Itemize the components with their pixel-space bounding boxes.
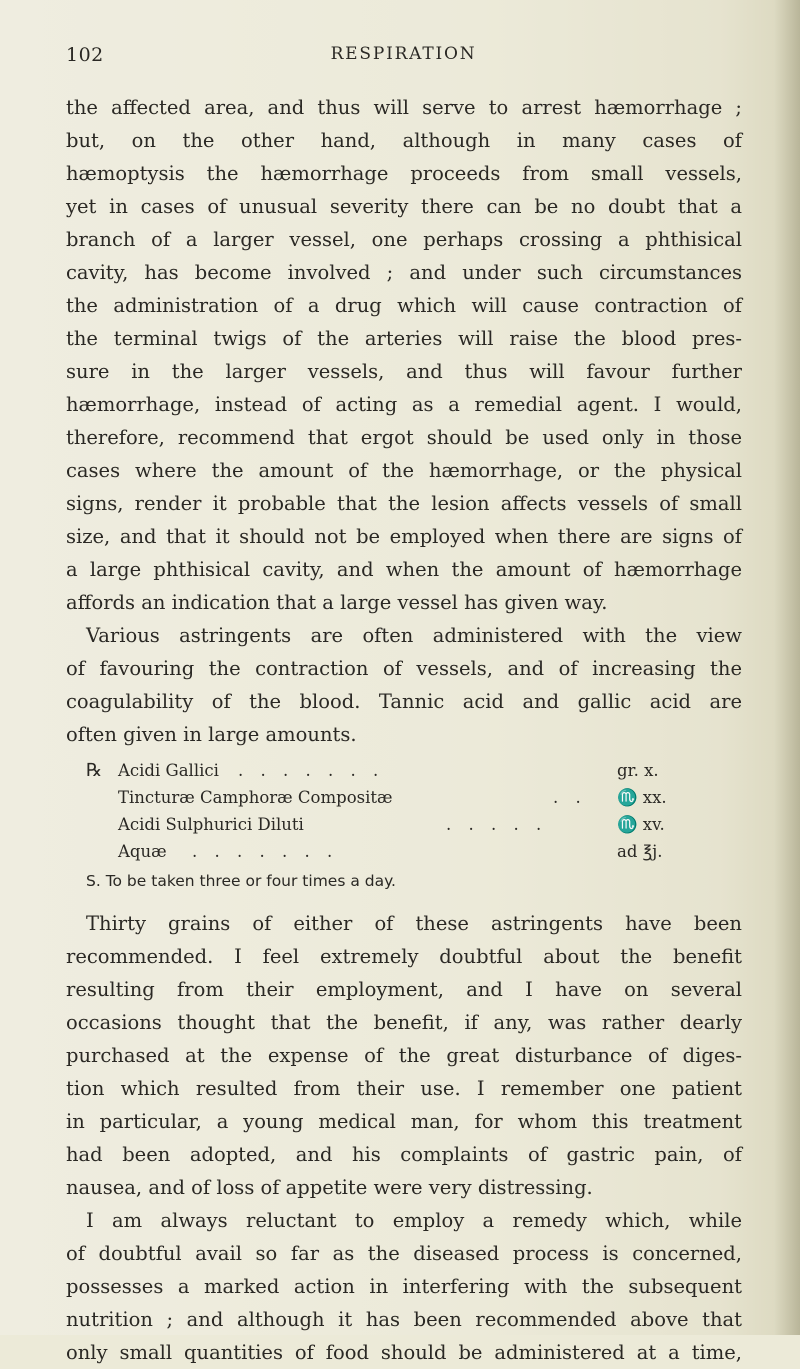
text-line: purchased at the expense of the great disturbance of diges- — [66, 1044, 742, 1067]
ingredient-quantity: gr. x. — [617, 761, 659, 780]
text-line: of favouring the contraction of vessels, and of increasing the — [66, 657, 742, 680]
text-line: cavity, has become involved ; and under such circumstances — [66, 261, 742, 284]
body-text — [66, 91, 742, 1369]
text-line: but, on the other hand, although in many cases of — [66, 129, 742, 152]
paragraph-4 — [66, 1204, 742, 1369]
text-line: coagulability of the blood. Tannic acid and gallic acid are — [66, 690, 742, 713]
text-line: occasions thought that the benefit, if any, was rather dearly — [66, 1011, 742, 1034]
text-line: affords an indication that a large vessel has given way. — [66, 591, 608, 614]
text-line: the administration of a drug which will cause contraction of — [66, 294, 742, 317]
page-edge-shadow — [774, 0, 800, 1335]
paragraph-2 — [66, 619, 742, 751]
text-line: size, and that it should not be employed when there are signs of — [66, 525, 742, 548]
text-line: possesses a marked action in interfering with the subsequent — [66, 1275, 742, 1298]
prescription-item — [66, 784, 742, 811]
text-line: hæmorrhage, instead of acting as a remedial agent. I would, — [66, 393, 742, 416]
text-line: recommended. I feel extremely doubtful about the benefit — [66, 945, 742, 968]
text-line: often given in large amounts. — [66, 723, 357, 746]
text-line: in particular, a young medical man, for whom this treatment — [66, 1110, 742, 1133]
prescription-item — [66, 811, 742, 838]
ingredient-quantity: ♏ xx. — [617, 788, 667, 807]
ingredient-quantity: ad ℥j. — [617, 842, 663, 861]
page-number: 102 — [66, 44, 104, 66]
ingredient-quantity: ♏ xv. — [617, 815, 665, 834]
leader-dots: . . . . . . . — [238, 761, 385, 780]
text-line: therefore, recommend that ergot should be used only in those — [66, 426, 742, 449]
paragraph-3 — [66, 907, 742, 1204]
prescription — [66, 755, 742, 905]
text-line: I am always reluctant to employ a remedy which, while — [86, 1209, 742, 1232]
ingredient-name: Acidi Gallici — [118, 761, 219, 780]
text-line: resulting from their employment, and I have on several — [66, 978, 742, 1001]
prescription-item — [66, 838, 742, 865]
text-line: only small quantities of food should be administered at a time, — [66, 1341, 742, 1364]
ingredient-name: Tincturæ Camphoræ Compositæ — [118, 788, 393, 807]
text-line: signs, render it probable that the lesion affects vessels of small — [66, 492, 742, 515]
text-line: Various astringents are often administered with the view — [86, 624, 742, 647]
ingredient-name: Aquæ — [118, 842, 167, 861]
text-line: nausea, and of loss of appetite were very distressing. — [66, 1176, 593, 1199]
prescription-item — [66, 757, 742, 784]
prescription-signature: S. To be taken three or four times a day. — [86, 872, 396, 890]
ingredient-name: Acidi Sulphurici Diluti — [118, 815, 304, 834]
text-line: Thirty grains of either of these astringents have been — [86, 912, 742, 935]
text-line: hæmoptysis the hæmorrhage proceeds from small vessels, — [66, 162, 742, 185]
text-line: had been adopted, and his complaints of gastric pain, of — [66, 1143, 742, 1166]
text-line: cases where the amount of the hæmorrhage, or the physical — [66, 459, 742, 482]
text-line: branch of a larger vessel, one perhaps crossing a phthisical — [66, 228, 742, 251]
text-line: the affected area, and thus will serve to arrest hæmorrhage ; — [66, 96, 742, 119]
recipe-symbol: ℞ — [86, 760, 103, 781]
text-line: the terminal twigs of the arteries will raise the blood pres- — [66, 327, 742, 350]
text-line: nutrition ; and although it has been recommended above that — [66, 1308, 742, 1331]
text-line: of doubtful avail so far as the diseased process is concerned, — [66, 1242, 742, 1265]
text-line: a large phthisical cavity, and when the amount of hæmorrhage — [66, 558, 742, 581]
leader-dots: . . . . . . . — [192, 842, 339, 861]
text-line: sure in the larger vessels, and thus will favour further — [66, 360, 742, 383]
text-line: yet in cases of unusual severity there can be no doubt that a — [66, 195, 742, 218]
page-header — [66, 44, 741, 70]
leader-dots: . . . . . — [446, 815, 548, 834]
running-head: RESPIRATION — [330, 44, 477, 64]
paragraph-1 — [66, 91, 742, 619]
text-line: tion which resulted from their use. I remember one patient — [66, 1077, 742, 1100]
leader-dots: . . — [553, 788, 587, 807]
